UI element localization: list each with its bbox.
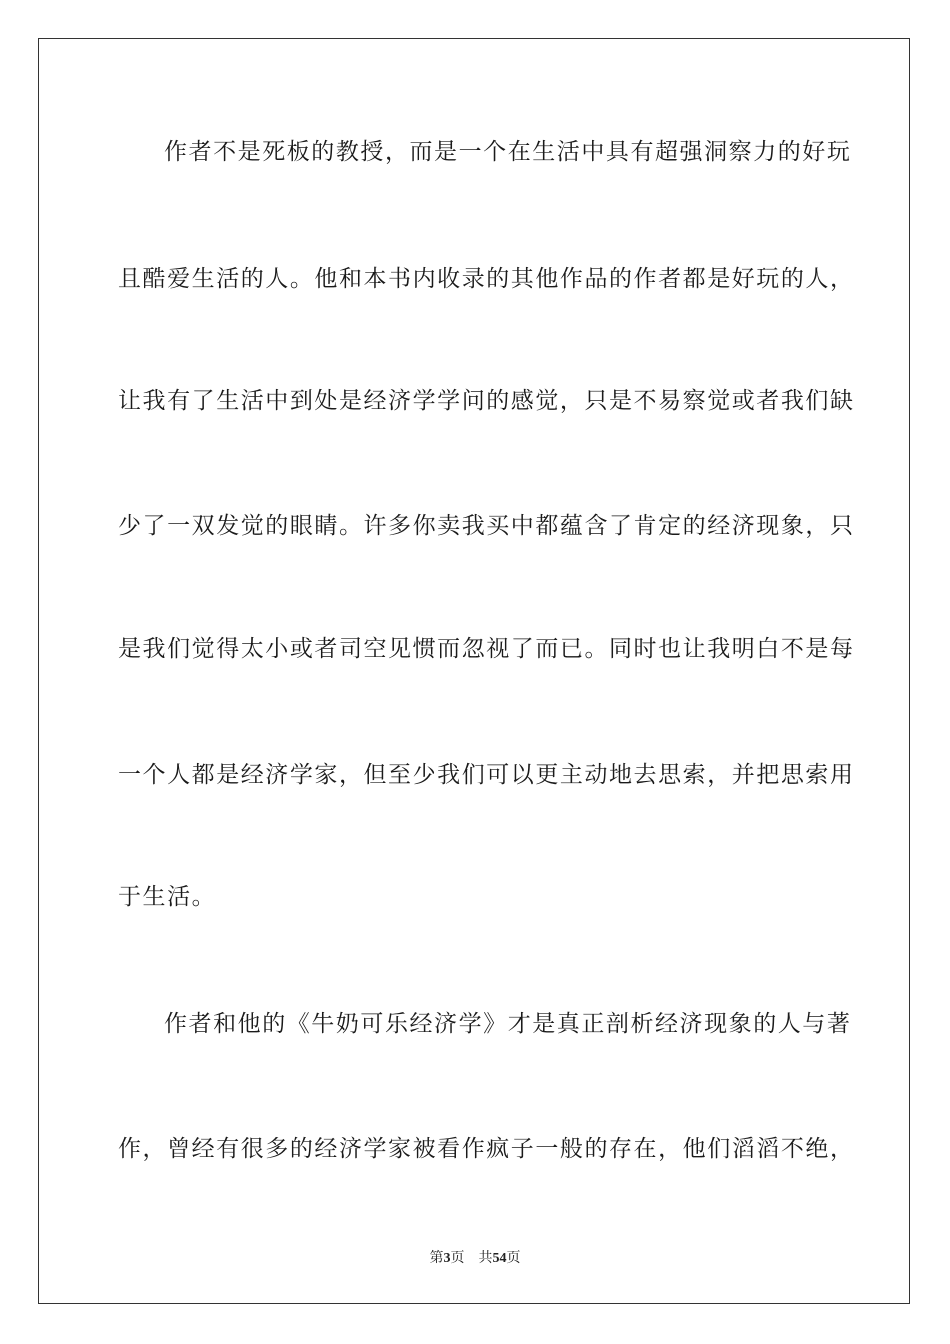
total-pages-prefix: 共 (478, 1251, 493, 1266)
total-pages-number: 54 (492, 1251, 507, 1266)
page-footer (0, 1247, 950, 1267)
paragraph-1-line-6: 一个人都是经济学家，但至少我们可以更主动地去思索，并把思索用 (118, 762, 855, 788)
paragraph-1-line-1: 作者不是死板的教授，而是一个在生活中具有超强洞察力的好玩 (164, 139, 852, 165)
paragraph-2-line-1: 作者和他的《牛奶可乐经济学》才是真正剖析经济现象的人与著 (164, 1011, 852, 1037)
page-border (38, 38, 910, 1304)
paragraph-1-line-3: 让我有了生活中到处是经济学学问的感觉，只是不易察觉或者我们缺 (118, 388, 855, 414)
current-page-number: 3 (443, 1251, 451, 1266)
page-number-prefix: 第 (429, 1251, 444, 1266)
paragraph-2-line-2: 作，曾经有很多的经济学家被看作疯子一般的存在，他们滔滔不绝， (118, 1136, 855, 1162)
page-number-suffix: 页 (450, 1251, 465, 1266)
paragraph-1-line-2: 且酷爱生活的人。他和本书内收录的其他作品的作者都是好玩的人， (118, 266, 855, 292)
paragraph-1-line-7: 于生活。 (118, 884, 217, 910)
paragraph-1-line-5: 是我们觉得太小或者司空见惯而忽视了而已。同时也让我明白不是每 (118, 636, 855, 662)
paragraph-1-line-4: 少了一双发觉的眼睛。许多你卖我买中都蕴含了肯定的经济现象，只 (118, 513, 855, 539)
total-pages-suffix: 页 (506, 1251, 521, 1266)
